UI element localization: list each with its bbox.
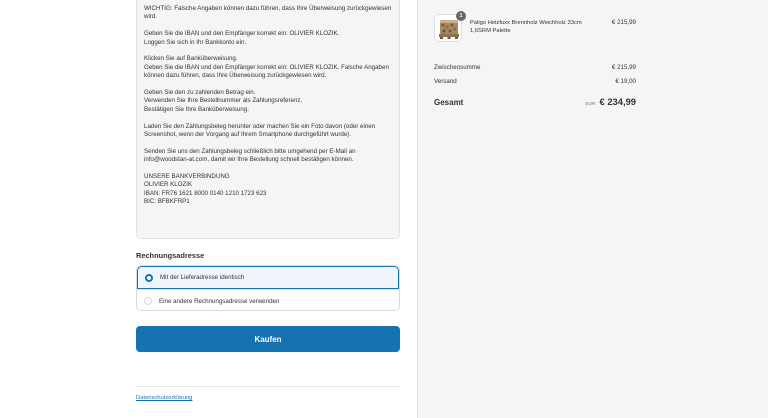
- radio-unselected-icon[interactable]: [144, 297, 152, 305]
- shipping-label: Versand: [434, 78, 457, 85]
- instruction-line: Geben Sie die IBAN und den Empfänger korrekt ein: OLIVIER KLOZIK.: [144, 30, 340, 38]
- total-row: [434, 96, 636, 107]
- instruction-paragraph: [144, 148, 392, 165]
- instruction-line: Screenshot, wenn der Vorgang auf Ihrem Smartphone durchgeführt wurde).: [144, 131, 352, 139]
- billing-address-title: Rechnungsadresse: [136, 251, 205, 260]
- instruction-line: Klicken Sie auf Banküberweisung.: [144, 55, 238, 63]
- subtotal-value: € 215,99: [611, 64, 636, 71]
- instruction-line: wird.: [144, 13, 158, 21]
- billing-option-same-label: Mit der Lieferadresse identisch: [160, 274, 245, 281]
- payment-instructions-box: [136, 0, 400, 239]
- footer-divider: [136, 386, 400, 387]
- total-amount: [585, 96, 636, 107]
- product-price: € 215,99: [611, 19, 636, 26]
- instruction-line: Loggen Sie sich in Ihr Bankkonto ein.: [144, 38, 247, 46]
- instruction-line: OLIVIER KLOZIK: [144, 181, 193, 189]
- instruction-line: WICHTIG: Falsche Angaben können dazu führen, dass Ihre Überweisung zurückgewiesen: [144, 5, 392, 12]
- instruction-line: info@woodstan-at.com, damit wir Ihre Bestellung schnell bestätigen können.: [144, 156, 354, 164]
- product-name-line1: Paligo Heizfuxx Brennholz Weichholz 33cm: [470, 20, 582, 26]
- cart-line-item: [434, 14, 636, 44]
- instruction-line: BIC: BFBKFRP1: [144, 198, 190, 206]
- radio-selected-icon[interactable]: [145, 274, 153, 282]
- buy-button[interactable]: Kaufen: [136, 326, 400, 352]
- instruction-paragraph: [144, 173, 392, 207]
- instruction-line: Geben Sie den zu zahlenden Betrag ein.: [144, 89, 256, 97]
- billing-option-different[interactable]: [137, 289, 399, 311]
- instruction-line: Bestätigen Sie Ihre Banküberweisung.: [144, 105, 249, 113]
- billing-option-same-as-shipping[interactable]: [137, 266, 399, 289]
- subtotal-label: Zwischensumme: [434, 64, 481, 71]
- instruction-paragraph: [144, 89, 392, 114]
- privacy-policy-link[interactable]: Datenschutzerklärung: [136, 395, 193, 401]
- order-summary-sidebar: [417, 0, 768, 418]
- instruction-paragraph: [144, 5, 392, 22]
- billing-address-options: [136, 265, 400, 311]
- instruction-line: Verwenden Sie Ihre Bestellnummer als Zahlungsreferenz.: [144, 97, 303, 105]
- shipping-row: [434, 78, 636, 85]
- total-currency: EUR: [585, 102, 596, 107]
- total-label: Gesamt: [434, 98, 464, 107]
- instruction-paragraph: [144, 30, 392, 47]
- shipping-value: € 19,00: [615, 78, 636, 85]
- instruction-line: Laden Sie den Zahlungsbeleg herunter oder machen Sie ein Foto davon (oder einen: [144, 122, 376, 130]
- instruction-line: Geben Sie die IBAN und den Empfänger korrekt ein: OLIVIER KLOZIK. Falsche Angaben: [144, 63, 389, 71]
- subtotal-row: [434, 64, 636, 71]
- instruction-paragraph: [144, 55, 392, 80]
- product-name: [470, 19, 595, 35]
- product-name-line2: 1,6SRM Palette: [470, 28, 511, 34]
- total-value: € 234,99: [599, 96, 636, 107]
- quantity-badge: 1: [456, 11, 466, 21]
- instruction-line: UNSERE BANKVERBINDUNG: [144, 173, 230, 181]
- instruction-paragraph: [144, 123, 392, 140]
- billing-option-different-label: Eine andere Rechnungsadresse verwenden: [159, 297, 280, 305]
- instruction-line: IBAN: FR76 1621 8000 0140 1210 1723 623: [144, 189, 267, 197]
- instruction-line: können dazu führen, dass Ihre Überweisung zurückgewiesen wird.: [144, 72, 327, 80]
- instruction-line: Senden Sie uns den Zahlungsbeleg schließlich bitte umgehend per E-Mail an: [144, 147, 356, 155]
